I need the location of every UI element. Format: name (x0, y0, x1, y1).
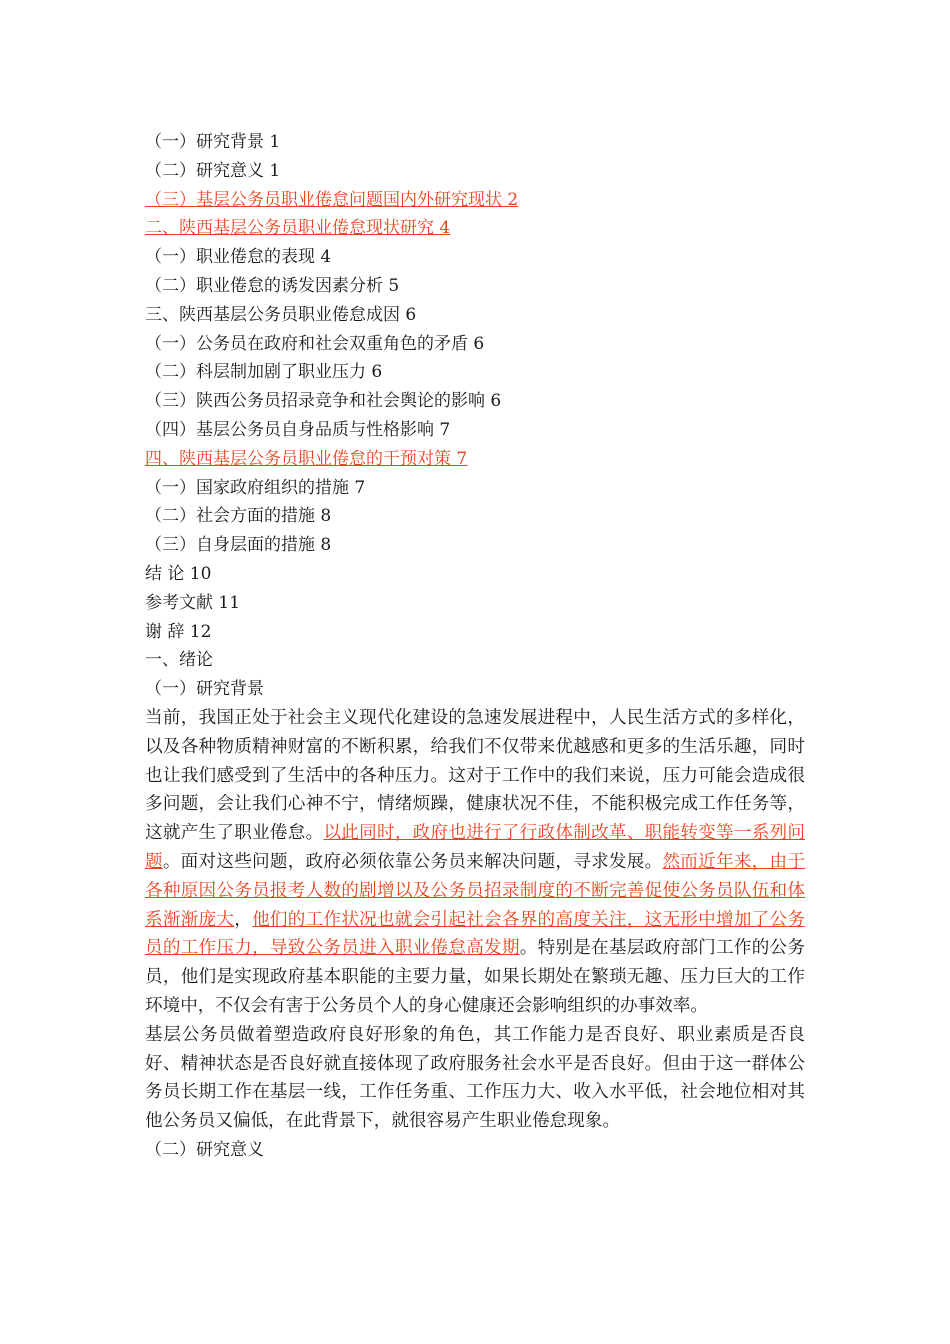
paragraph-text: 当前，我国正处于社会主义现代化建设的急速发展进程中，人民生活方式的多样化，以及各种物质精神财富的不断积累，给我们不仅带来优越感和更多的生活乐趣，同时也让我们感受到了生活中的各种压力。这对于工作中的我们来说，压力可能会造成很多问题，会让我们心神不宁，情绪烦躁，健康状况不佳，不能积极完成工作任务等，这就产生了职业倦怠。 (145, 707, 805, 844)
chapter-title: 一、绪论 (145, 650, 213, 671)
toc-entry: 谢 辞 12 (145, 621, 212, 642)
toc-entry: （三）陕西公务员招录竞争和社会舆论的影响 6 (145, 391, 502, 412)
toc-entry: （二）科层制加剧了职业压力 6 (145, 362, 383, 383)
table-of-contents (145, 128, 805, 646)
section-title-significance: （二）研究意义 (145, 1139, 264, 1160)
toc-entry[interactable]: （三）基层公务员职业倦怠问题国内外研究现状 2 (145, 189, 519, 210)
highlighted-link-text[interactable]: 然而近年来，由于各种原因公务员报考人数的剧增以及公务员招录制度的不断完善促使公务员队伍和体系渐渐庞大 (145, 851, 805, 930)
paragraph-text: ， (234, 909, 253, 930)
toc-entry[interactable]: 二、陕西基层公务员职业倦怠现状研究 4 (145, 218, 451, 239)
toc-entry[interactable]: 四、陕西基层公务员职业倦怠的干预对策 7 (145, 448, 468, 469)
highlighted-link-text[interactable]: 他们的工作状况也就会引起社会各界的高度关注，这无形中增加了公务员的工作压力，导致公务员进入职业倦怠高发期 (145, 909, 805, 959)
toc-entry: 参考文献 11 (145, 592, 241, 613)
paragraph-text: 。特别是在基层政府部门工作的公务员，他们是实现政府基本职能的主要力量，如果长期处在繁琐无趣、压力巨大的工作环境中，不仅会有害于公务员个人的身心健康还会影响组织的办事效率。 (145, 938, 805, 1016)
toc-entry: （一）公务员在政府和社会双重角色的矛盾 6 (145, 333, 485, 354)
toc-entry: （一）职业倦怠的表现 4 (145, 247, 332, 268)
document-page (145, 128, 805, 1165)
paragraph-background-2: 基层公务员做着塑造政府良好形象的角色，其工作能力是否良好、职业素质是否良好、精神状态是否良好就直接体现了政府服务社会水平是否良好。但由于这一群体公务员长期工作在基层一线，工作任务重、工作压力大、收入水平低，社会地位相对其他公务员又偏低，在此背景下，就很容易产生职业倦怠现象。 (145, 1024, 805, 1132)
highlighted-link-text[interactable]: 以此同时，政府也进行了行政体制改革、职能转变等一系列问题 (145, 823, 805, 872)
paragraph-text: 。面对这些问题，政府必须依靠公务员来解决问题，寻求发展。 (162, 851, 663, 872)
toc-entry: （二）社会方面的措施 8 (145, 506, 332, 527)
toc-entry: （一）国家政府组织的措施 7 (145, 477, 366, 498)
paragraph-background-1 (145, 704, 805, 1021)
toc-entry: （一）研究背景 1 (145, 132, 281, 152)
toc-entry: 三、陕西基层公务员职业倦怠成因 6 (145, 304, 417, 325)
toc-entry: 结 论 10 (145, 563, 212, 584)
toc-entry: （二）研究意义 1 (145, 160, 281, 181)
toc-entry: （三）自身层面的措施 8 (145, 535, 332, 556)
toc-entry: （二）职业倦怠的诱发因素分析 5 (145, 275, 400, 296)
toc-entry: （四）基层公务员自身品质与性格影响 7 (145, 419, 451, 440)
section-title-background: （一）研究背景 (145, 679, 264, 700)
